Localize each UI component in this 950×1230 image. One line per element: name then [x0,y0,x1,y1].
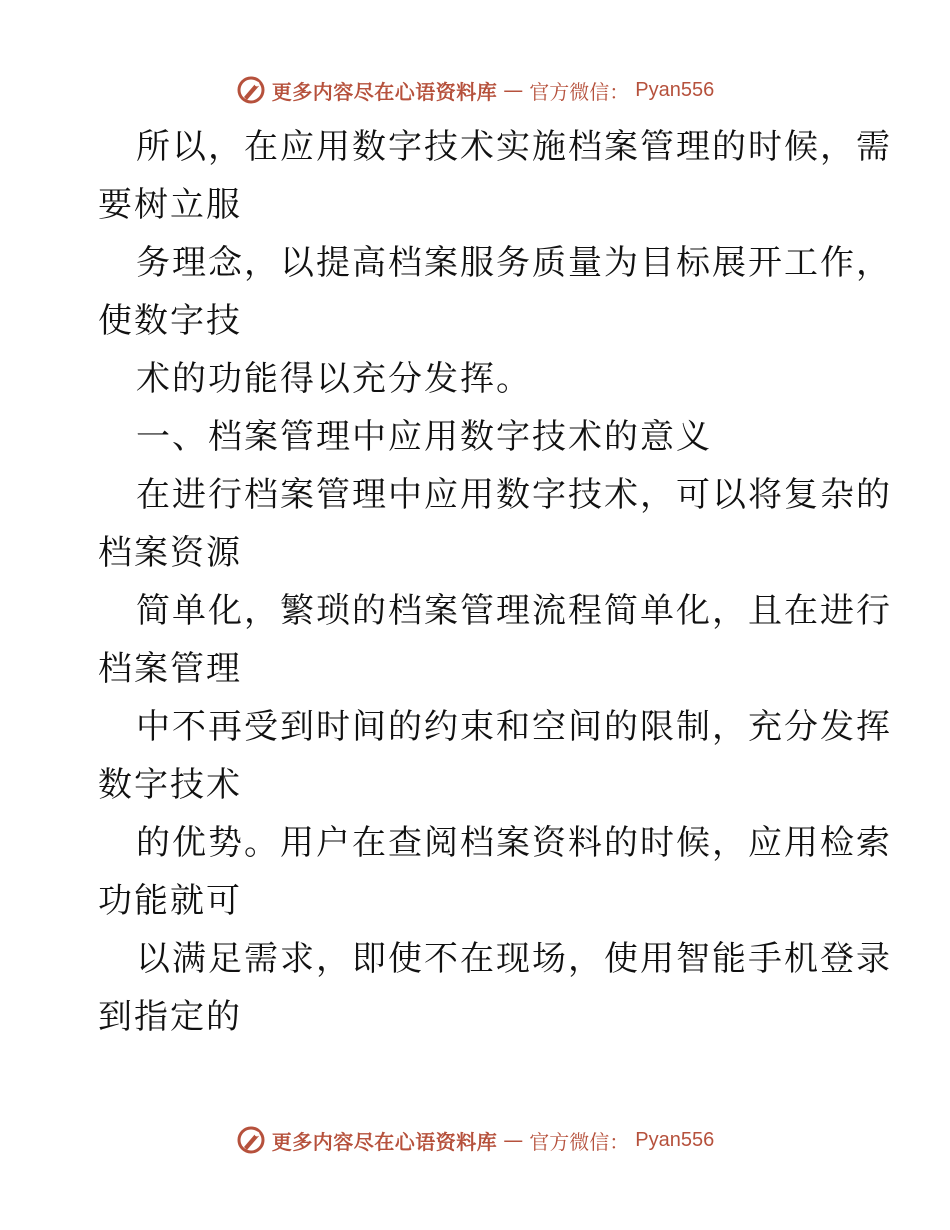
body-line: 简单化，繁琐的档案管理流程简单化，且在进行 [136,591,892,631]
body-line: 到指定的 [98,997,242,1037]
body-line: 以满足需求，即使不在现场，使用智能手机登录 [136,939,892,979]
banner-separator: — [503,78,524,102]
document-body [98,118,892,1046]
body-line: 档案资源 [98,533,242,573]
body-line: 数字技术 [98,765,242,805]
header-banner-content [236,75,714,105]
header-banner [0,70,950,110]
banner-wechat-id: Pyan556 [635,78,715,101]
body-line: 术的功能得以充分发挥。 [136,359,532,399]
banner-separator: — [503,1128,524,1152]
body-line: 功能就可 [98,881,242,921]
body-line: 的优势。用户在查阅档案资料的时候，应用检索 [136,823,892,863]
pen-logo-icon [236,1125,266,1155]
body-line: 要树立服 [98,185,242,225]
body-line: 档案管理 [98,649,242,689]
banner-wechat-id: Pyan556 [635,1128,715,1151]
footer-banner [0,1120,950,1160]
banner-site-text: 更多内容尽在心语资料库 [271,79,498,104]
section-heading: 一、档案管理中应用数字技术的意义 [136,417,712,457]
body-line: 中不再受到时间的约束和空间的限制，充分发挥 [136,707,892,747]
body-line: 使数字技 [98,301,242,341]
footer-banner-content [236,1125,714,1155]
body-line: 所以，在应用数字技术实施档案管理的时候，需 [136,127,892,167]
body-line: 在进行档案管理中应用数字技术，可以将复杂的 [136,475,892,515]
banner-wechat-label: 官方微信： [529,79,630,104]
banner-site-text: 更多内容尽在心语资料库 [271,1129,498,1154]
banner-wechat-label: 官方微信： [529,1129,630,1154]
body-line: 务理念，以提高档案服务质量为目标展开工作， [136,243,892,283]
pen-logo-icon [236,75,266,105]
